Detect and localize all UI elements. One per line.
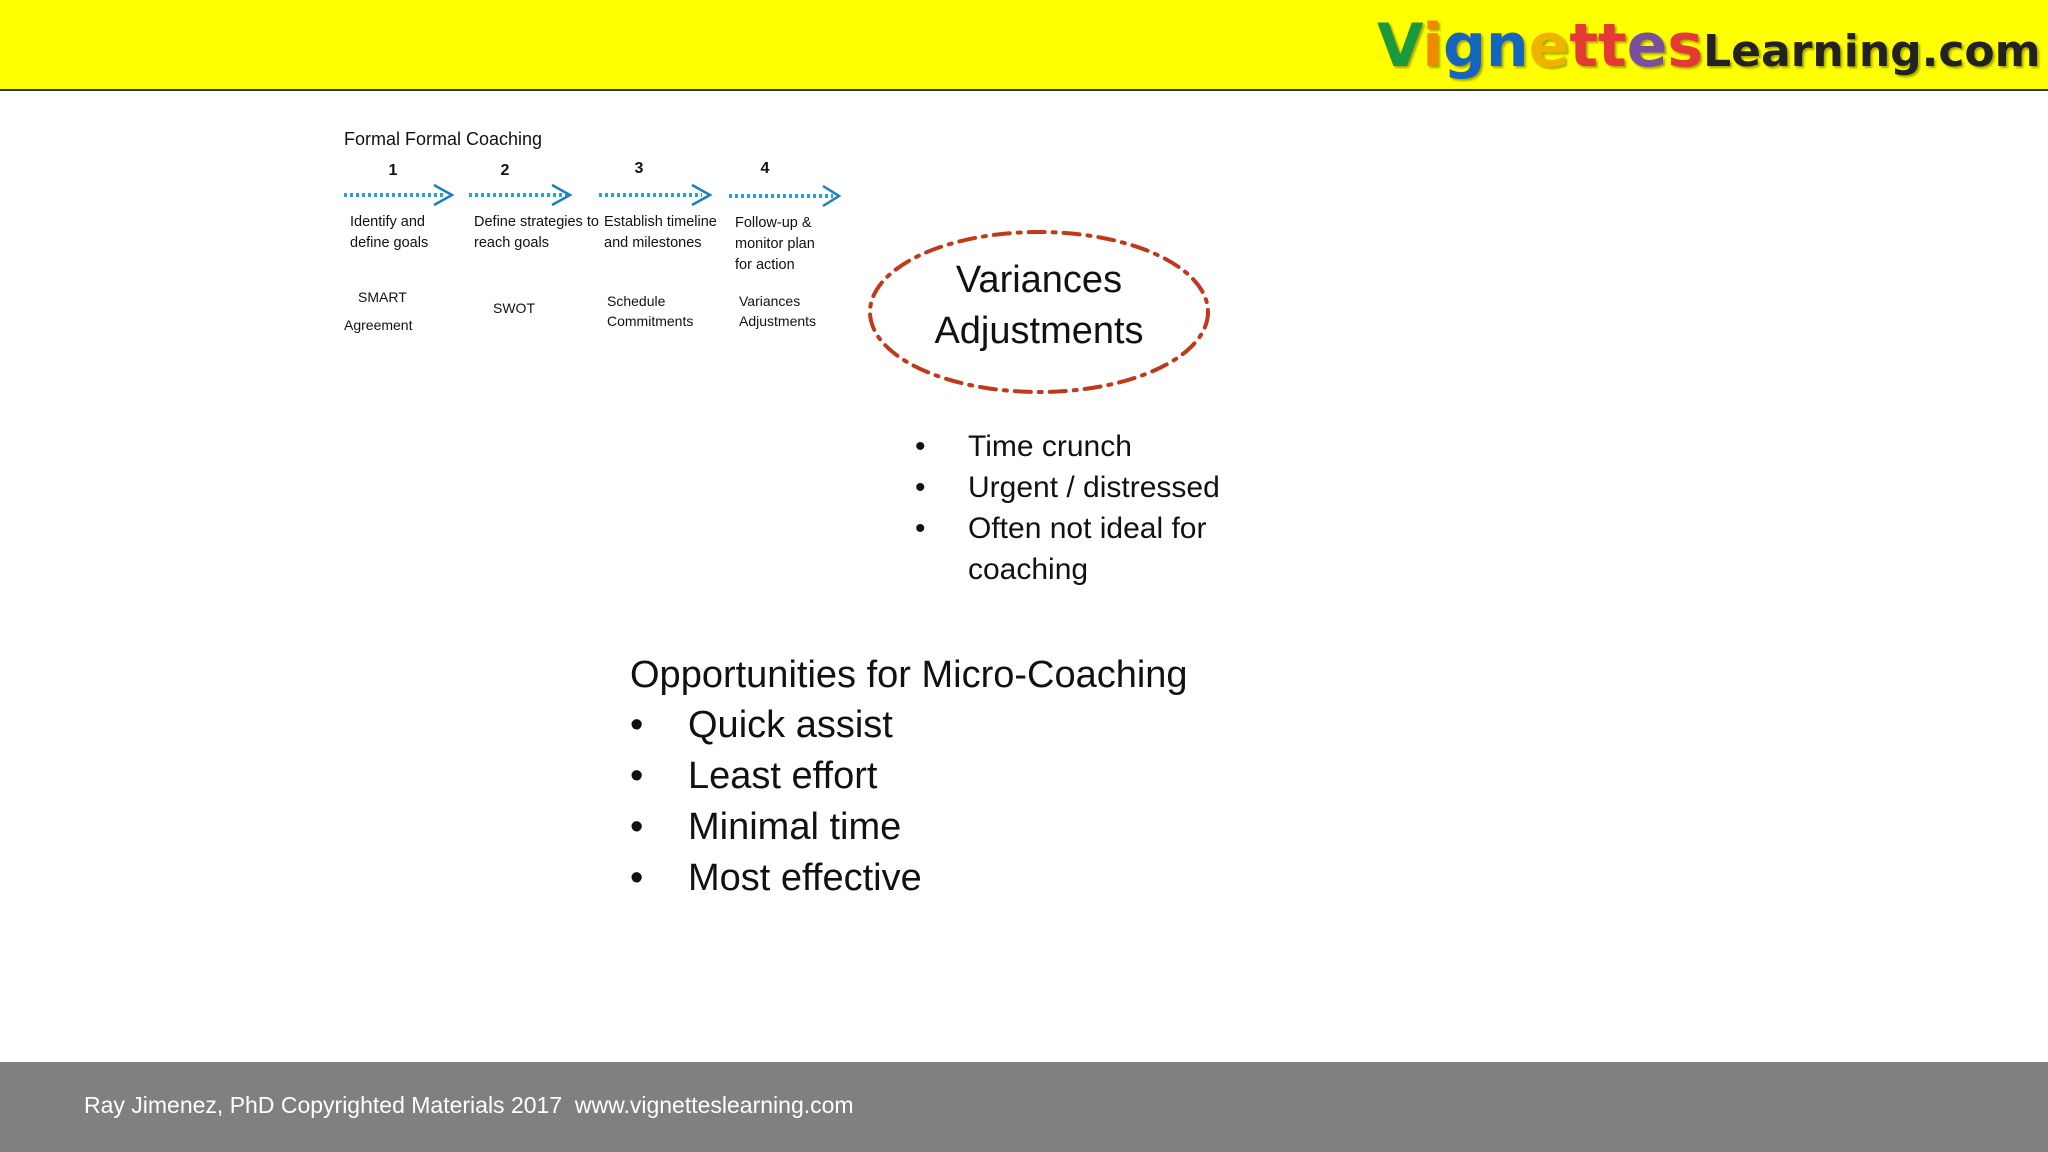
step-1-arrow-icon bbox=[344, 182, 464, 208]
step-3-description: Establish timeline and milestones bbox=[604, 214, 717, 251]
copyright-text: Ray Jimenez, PhD Copyrighted Materials 2017 www.vignetteslearning.com bbox=[84, 1092, 854, 1118]
issue-text: Time crunch bbox=[968, 430, 1132, 463]
step-3-tool: Schedule bbox=[607, 293, 666, 309]
logo-wordmark bbox=[1377, 8, 1703, 84]
logo-letter: g bbox=[1442, 11, 1486, 81]
bullet-icon: • bbox=[630, 806, 644, 848]
bullet-icon: • bbox=[630, 704, 644, 746]
step-4-number: 4 bbox=[760, 160, 770, 177]
bullet-icon: • bbox=[630, 755, 644, 797]
vignettes-learning-logo bbox=[1377, 8, 2041, 84]
step-4-description: Follow-up & monitor plan for action bbox=[735, 215, 815, 273]
list-item bbox=[630, 802, 922, 853]
bullet-icon: • bbox=[915, 512, 926, 545]
micro-coaching-list bbox=[630, 700, 922, 904]
process-title: Formal Formal Coaching bbox=[344, 129, 543, 149]
callout-line-2: Adjustments bbox=[934, 310, 1144, 352]
micro-coaching-heading: Opportunities for Micro-Coaching bbox=[630, 654, 1188, 696]
list-item bbox=[915, 426, 1315, 467]
logo-letter: n bbox=[1485, 11, 1529, 81]
callout-line-1: Variances bbox=[955, 259, 1123, 301]
header-bar bbox=[0, 0, 2048, 91]
issue-text: Urgent / distressed bbox=[968, 471, 1220, 504]
logo-letter: t bbox=[1569, 11, 1599, 81]
logo-letter: e bbox=[1626, 11, 1668, 81]
step-2-description: Define strategies to reach goals bbox=[474, 214, 599, 251]
step-1-tool: SMART bbox=[358, 289, 407, 305]
opportunity-text: Quick assist bbox=[688, 704, 893, 746]
issue-text: Often not ideal for coaching bbox=[968, 512, 1207, 586]
list-item bbox=[630, 853, 922, 904]
logo-letter: t bbox=[1598, 11, 1627, 81]
logo-letter: e bbox=[1528, 11, 1570, 81]
step-1-description: Identify and define goals bbox=[350, 214, 429, 251]
list-item bbox=[630, 700, 922, 751]
footer-bar bbox=[0, 1062, 2048, 1152]
step-4-tool-secondary: Adjustments bbox=[739, 313, 817, 329]
step-1-number: 1 bbox=[388, 162, 398, 179]
step-3-arrow-icon bbox=[599, 182, 719, 208]
step-2-tool: SWOT bbox=[493, 300, 535, 316]
opportunity-text: Most effective bbox=[688, 857, 922, 899]
bullet-icon: • bbox=[630, 857, 644, 899]
list-item bbox=[915, 508, 1315, 590]
step-4-tool: Variances bbox=[739, 293, 801, 309]
opportunity-text: Minimal time bbox=[688, 806, 902, 848]
step-4-arrow-icon bbox=[729, 183, 849, 209]
step-2-number: 2 bbox=[500, 162, 510, 179]
logo-letter: s bbox=[1667, 11, 1704, 81]
bullet-icon: • bbox=[915, 430, 926, 463]
bullet-icon: • bbox=[915, 471, 926, 504]
logo-suffix: Learning.com bbox=[1703, 26, 2041, 77]
opportunity-text: Least effort bbox=[688, 755, 878, 797]
variances-callout bbox=[864, 225, 1214, 400]
step-3-tool-secondary: Commitments bbox=[607, 313, 694, 329]
logo-letter: V bbox=[1377, 11, 1423, 81]
logo-letter: i bbox=[1422, 11, 1443, 81]
list-item bbox=[915, 467, 1315, 508]
list-item bbox=[630, 751, 922, 802]
formal-coaching-issues-list bbox=[915, 426, 1315, 590]
step-3-number: 3 bbox=[634, 160, 644, 177]
step-2-arrow-icon bbox=[469, 182, 589, 208]
step-1-tool-secondary: Agreement bbox=[344, 317, 413, 333]
